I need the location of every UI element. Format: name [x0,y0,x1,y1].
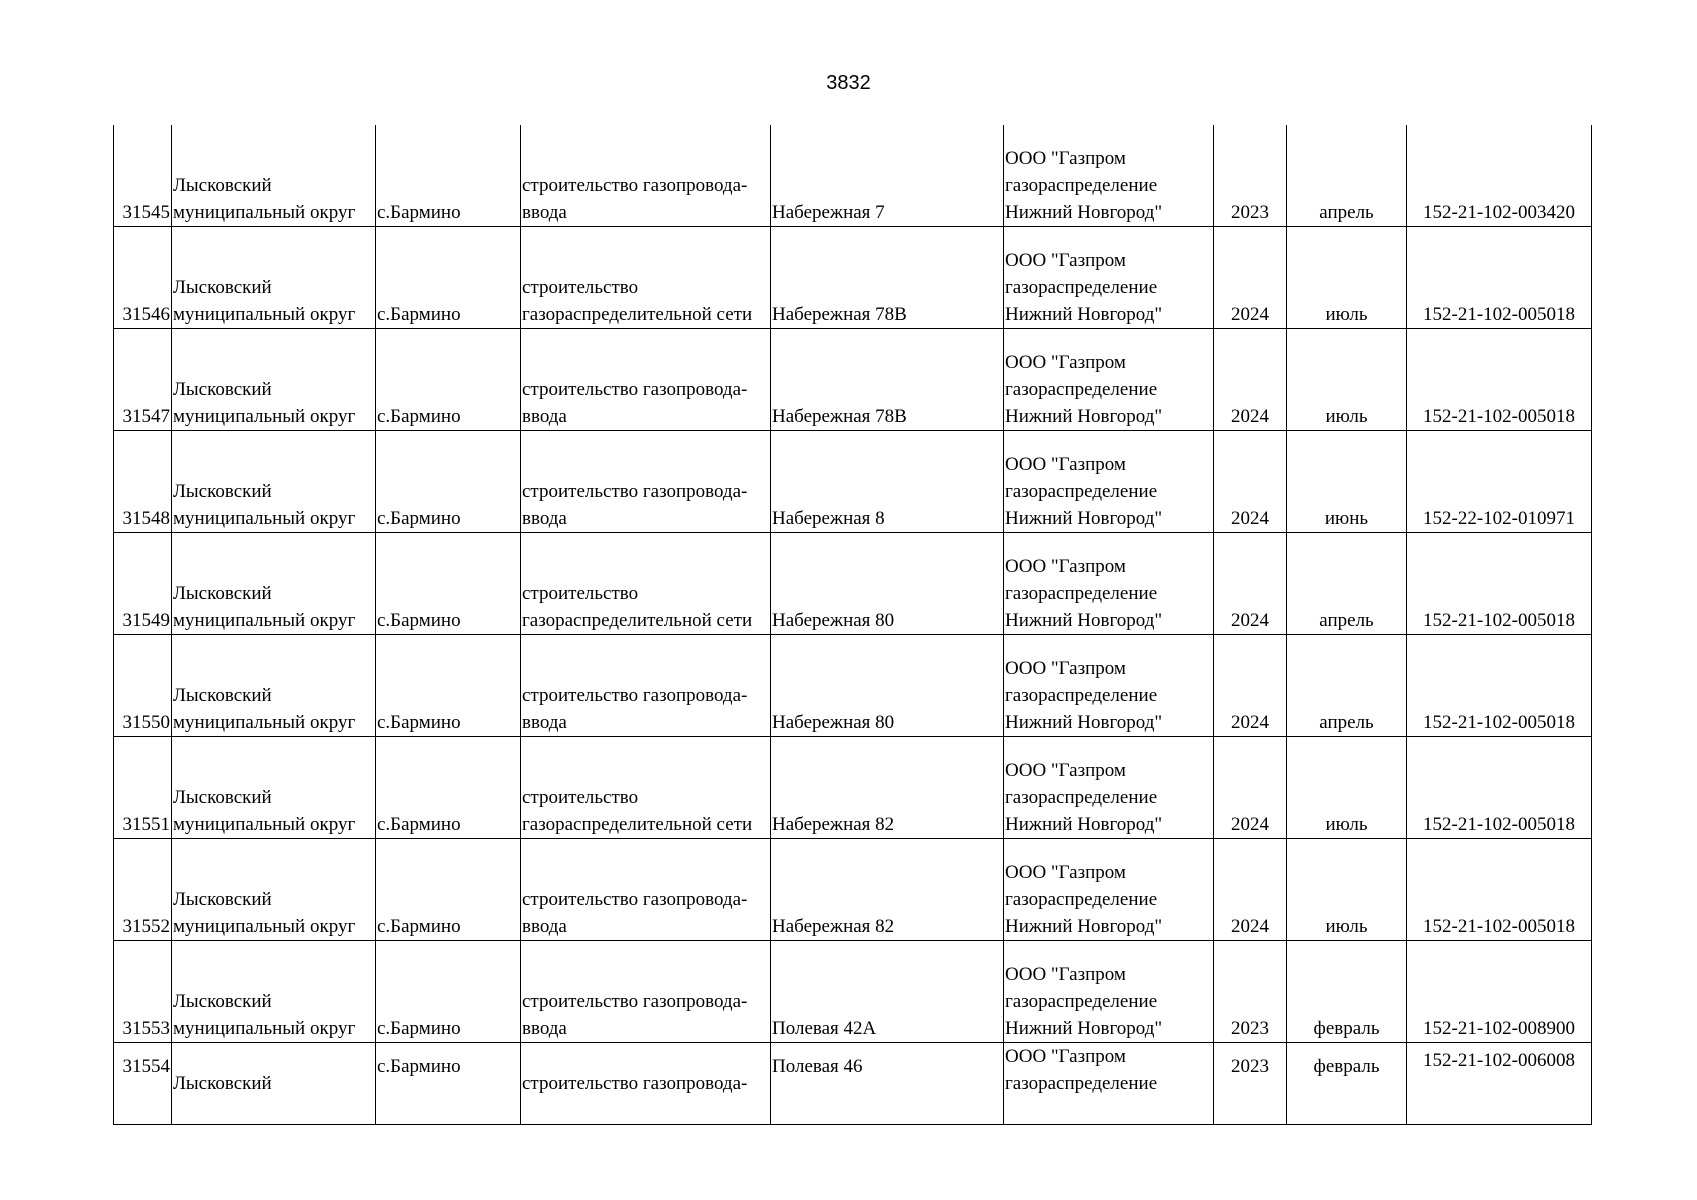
work-type-cell [521,431,771,533]
settlement-cell: с.Бармино [376,737,521,839]
address-cell: Полевая 42А [771,941,1004,1043]
address-cell: Набережная 78В [771,227,1004,329]
work-type-line: строительство газопровода- [522,889,748,910]
year-cell: 2024 [1214,227,1287,329]
row-number: 31550 [114,635,172,737]
month-cell: февраль [1287,941,1407,1043]
company-cell [1004,533,1214,635]
company-line: ООО "Газпром [1005,556,1126,577]
year-cell: 2023 [1214,125,1287,227]
district-line: Лысковский [173,481,272,502]
district-line: Лысковский [173,583,272,604]
settlement-cell: с.Бармино [376,941,521,1043]
address-cell: Набережная 82 [771,737,1004,839]
district-line: муниципальный округ [173,610,356,631]
company-line: газораспределение [1005,481,1158,502]
year-cell: 2024 [1214,839,1287,941]
work-type-line: строительство газопровода- [522,175,748,196]
company-line: Нижний Новгород" [1005,610,1163,631]
company-line: Нижний Новгород" [1005,406,1163,427]
work-type-line: газораспределительной сети [522,610,753,631]
district-line: муниципальный округ [173,304,356,325]
district-cell [172,839,376,941]
work-type-line: строительство газопровода- [522,379,748,400]
address-cell: Набережная 80 [771,533,1004,635]
company-line: Нижний Новгород" [1005,916,1163,937]
month-cell: апрель [1287,125,1407,227]
table-row [114,533,1592,635]
district-line: муниципальный округ [173,814,356,835]
district-line: муниципальный округ [173,202,356,223]
work-type-cell [521,329,771,431]
year-cell: 2024 [1214,329,1287,431]
address-cell: Набережная 80 [771,635,1004,737]
settlement-cell: с.Бармино [376,125,521,227]
row-number: 31549 [114,533,172,635]
month-cell: июль [1287,227,1407,329]
company-line: газораспределение [1005,175,1158,196]
code-cell: 152-22-102-010971 [1407,431,1592,533]
page-number: 3832 [826,72,871,94]
table-row [114,227,1592,329]
district-line: муниципальный округ [173,916,356,937]
company-line: газораспределение [1005,277,1158,298]
row-number: 31551 [114,737,172,839]
settlement-cell: с.Бармино [376,1043,521,1125]
company-cell [1004,125,1214,227]
company-line: газораспределение [1005,889,1158,910]
work-type-line: строительство газопровода- [522,991,748,1012]
district-line: муниципальный округ [173,406,356,427]
work-type-cell [521,227,771,329]
district-cell [172,329,376,431]
district-line: Лысковский [173,787,272,808]
work-type-line: строительство газопровода- [522,685,748,706]
work-type-line: ввода [522,508,567,529]
work-type-line: строительство [522,277,639,298]
year-cell: 2023 [1214,941,1287,1043]
row-number: 31548 [114,431,172,533]
company-line: газораспределение [1005,379,1158,400]
company-cell [1004,329,1214,431]
month-cell: июль [1287,839,1407,941]
table-row [114,125,1592,227]
district-cell [172,431,376,533]
company-line: Нижний Новгород" [1005,712,1163,733]
company-cell [1004,839,1214,941]
address-cell: Набережная 82 [771,839,1004,941]
table-row [114,635,1592,737]
company-line: ООО "Газпром [1005,454,1126,475]
table-row [114,839,1592,941]
company-cell [1004,737,1214,839]
company-line: газораспределение [1005,787,1158,808]
code-cell: 152-21-102-005018 [1407,737,1592,839]
settlement-cell: с.Бармино [376,839,521,941]
work-type-cell [521,941,771,1043]
work-type-line: ввода [522,406,567,427]
work-type-line: газораспределительной сети [522,304,753,325]
company-cell [1004,1043,1214,1125]
company-line: ООО "Газпром [1005,658,1126,679]
registry-table [113,125,1592,1125]
district-line: Лысковский [173,175,272,196]
year-cell: 2024 [1214,737,1287,839]
code-cell: 152-21-102-005018 [1407,329,1592,431]
address-cell: Набережная 7 [771,125,1004,227]
year-cell: 2024 [1214,533,1287,635]
address-cell: Полевая 46 [771,1043,1004,1125]
settlement-cell: с.Бармино [376,635,521,737]
code-cell: 152-21-102-005018 [1407,227,1592,329]
settlement-cell: с.Бармино [376,329,521,431]
district-cell [172,1043,376,1125]
table-row [114,737,1592,839]
row-number: 31546 [114,227,172,329]
month-cell: апрель [1287,533,1407,635]
code-cell: 152-21-102-008900 [1407,941,1592,1043]
company-line: ООО "Газпром [1005,352,1126,373]
code-cell: 152-21-102-003420 [1407,125,1592,227]
work-type-line: газораспределительной сети [522,814,753,835]
work-type-cell [521,737,771,839]
row-number: 31552 [114,839,172,941]
company-line: ООО "Газпром [1005,760,1126,781]
district-line: Лысковский [173,889,272,910]
company-line: Нижний Новгород" [1005,202,1163,223]
table-row [114,1043,1592,1125]
year-cell: 2023 [1214,1043,1287,1125]
settlement-cell: с.Бармино [376,227,521,329]
company-line: Нижний Новгород" [1005,1018,1163,1039]
work-type-cell [521,125,771,227]
work-type-cell [521,1043,771,1125]
address-cell: Набережная 8 [771,431,1004,533]
district-line: Лысковский [173,991,272,1012]
company-cell [1004,431,1214,533]
code-cell: 152-21-102-005018 [1407,635,1592,737]
company-line: газораспределение [1005,991,1158,1012]
code-cell: 152-21-102-005018 [1407,839,1592,941]
settlement-cell: с.Бармино [376,431,521,533]
district-cell [172,227,376,329]
company-line: Нижний Новгород" [1005,508,1163,529]
work-type-line: ввода [522,202,567,223]
company-line: ООО "Газпром [1005,1046,1126,1067]
row-number: 31545 [114,125,172,227]
district-line: Лысковский [173,1073,272,1094]
company-cell [1004,635,1214,737]
month-cell: июнь [1287,431,1407,533]
month-cell: апрель [1287,635,1407,737]
code-cell: 152-21-102-006008 [1407,1043,1592,1125]
district-cell [172,941,376,1043]
month-cell: июль [1287,329,1407,431]
district-line: Лысковский [173,379,272,400]
district-line: муниципальный округ [173,712,356,733]
company-cell [1004,227,1214,329]
month-cell: июль [1287,737,1407,839]
company-line: ООО "Газпром [1005,148,1126,169]
work-type-cell [521,635,771,737]
table-row [114,329,1592,431]
company-line: Нижний Новгород" [1005,814,1163,835]
work-type-line: строительство газопровода- [522,481,748,502]
district-cell [172,533,376,635]
district-cell [172,737,376,839]
company-line: газораспределение [1005,685,1158,706]
row-number: 31554 [114,1043,172,1125]
work-type-line: ввода [522,712,567,733]
address-cell: Набережная 78В [771,329,1004,431]
district-cell [172,125,376,227]
work-type-line: ввода [522,916,567,937]
company-cell [1004,941,1214,1043]
row-number: 31553 [114,941,172,1043]
district-line: Лысковский [173,685,272,706]
year-cell: 2024 [1214,431,1287,533]
work-type-line: ввода [522,1018,567,1039]
year-cell: 2024 [1214,635,1287,737]
registry-body [114,125,1592,1125]
work-type-line: строительство [522,787,639,808]
work-type-cell [521,533,771,635]
district-line: Лысковский [173,277,272,298]
settlement-cell: с.Бармино [376,533,521,635]
code-cell: 152-21-102-005018 [1407,533,1592,635]
company-line: газораспределение [1005,1073,1158,1094]
company-line: ООО "Газпром [1005,862,1126,883]
company-line: Нижний Новгород" [1005,304,1163,325]
district-line: муниципальный округ [173,508,356,529]
company-line: газораспределение [1005,583,1158,604]
work-type-line: строительство [522,583,639,604]
company-line: ООО "Газпром [1005,250,1126,271]
table-row [114,431,1592,533]
row-number: 31547 [114,329,172,431]
work-type-line: строительство газопровода- [522,1073,748,1094]
district-line: муниципальный округ [173,1018,356,1039]
company-line: ООО "Газпром [1005,964,1126,985]
table-row [114,941,1592,1043]
month-cell: февраль [1287,1043,1407,1125]
work-type-cell [521,839,771,941]
district-cell [172,635,376,737]
